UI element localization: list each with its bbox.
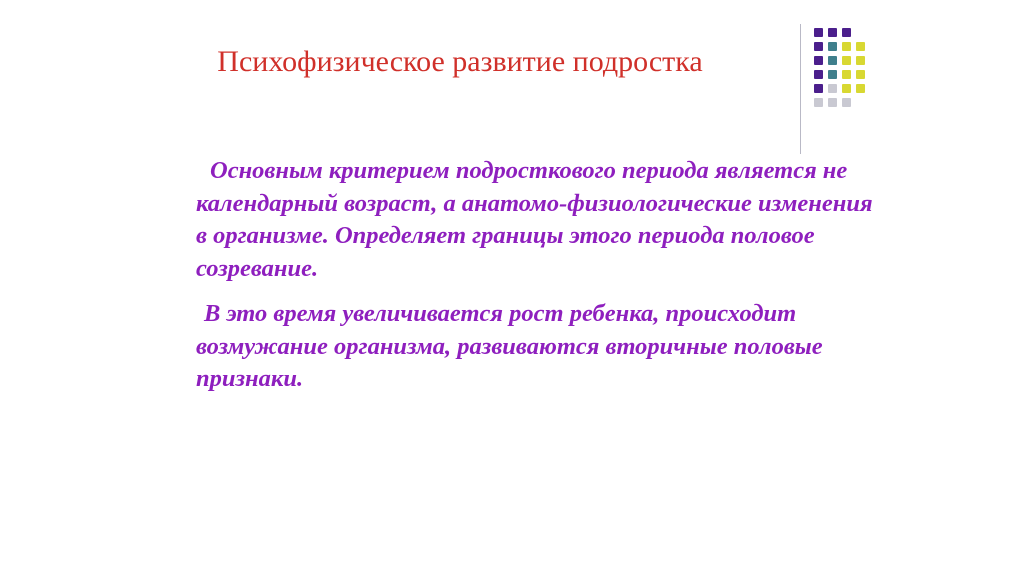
dot (828, 56, 837, 65)
dot (856, 84, 865, 93)
dot (842, 84, 851, 93)
dot (842, 70, 851, 79)
dot (814, 70, 823, 79)
dot (828, 84, 837, 93)
dot-grid (814, 28, 884, 112)
vertical-rule (800, 24, 801, 154)
dot (856, 28, 865, 37)
slide-body (196, 155, 876, 409)
dot (842, 98, 851, 107)
dot (814, 42, 823, 51)
dot (814, 28, 823, 37)
dot (870, 70, 879, 79)
body-paragraph: Основным критерием подросткового периода является не календарный возраст, а анатомо-физиологические изменения в организме. Определяет границы этого периода половое созревание. (196, 157, 873, 282)
dot (856, 70, 865, 79)
dot-matrix-graphic (800, 20, 900, 140)
dot (870, 28, 879, 37)
dot (842, 42, 851, 51)
dot (870, 98, 879, 107)
dot (856, 98, 865, 107)
dot (814, 98, 823, 107)
dot (828, 70, 837, 79)
body-paragraph: В это время увеличивается рост ребенка, происходит возмужание организма, развиваются вторичные половые признаки. (196, 300, 823, 393)
dot (870, 42, 879, 51)
dot (814, 56, 823, 65)
dot (842, 28, 851, 37)
dot (828, 28, 837, 37)
slide-title: Психофизическое развитие подростка (217, 45, 703, 78)
dot (870, 84, 879, 93)
dot (856, 42, 865, 51)
dot (870, 56, 879, 65)
dot (828, 42, 837, 51)
dot (814, 84, 823, 93)
dot (856, 56, 865, 65)
dot (842, 56, 851, 65)
dot (828, 98, 837, 107)
